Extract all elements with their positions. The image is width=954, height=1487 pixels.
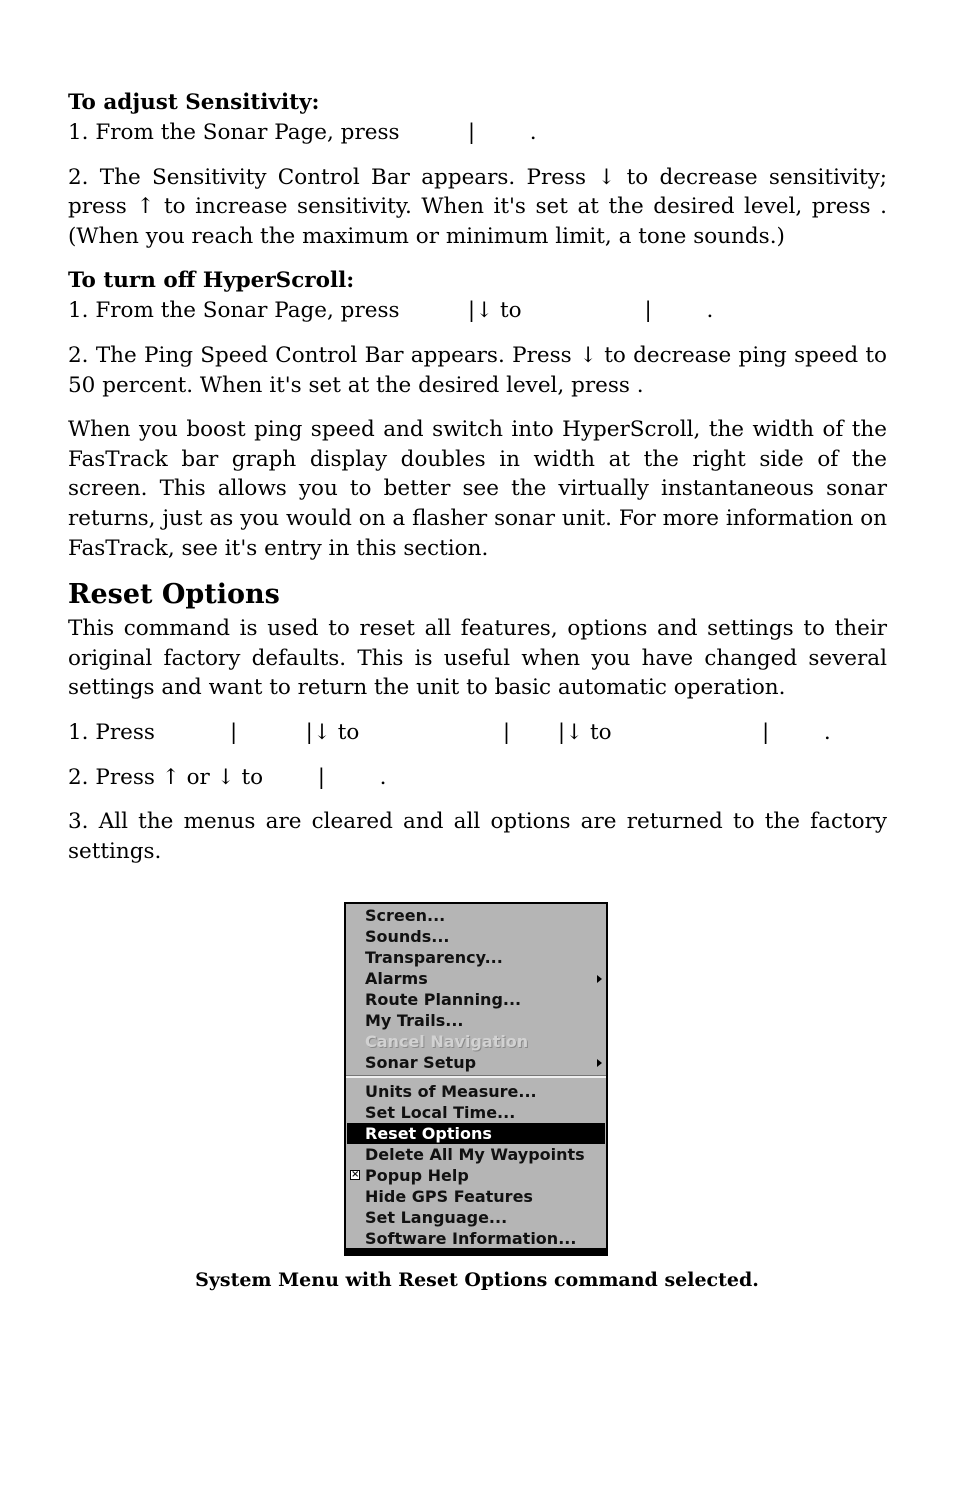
menu-item-label: Reset Options: [365, 1124, 492, 1143]
checkbox-checked-icon[interactable]: ×: [351, 1169, 360, 1180]
reset-step-2: 2. Press ↑ or ↓ to | .: [68, 764, 387, 790]
menu-divider: [346, 1075, 606, 1078]
menu-item-delete-all-my-waypoints[interactable]: [346, 1144, 606, 1165]
hyperscroll-step-2: 2. The Ping Speed Control Bar appears. Press ↓ to decrease ping speed to 50 percent. When it's set at the desired level, press .: [68, 342, 887, 398]
menu-item-transparency[interactable]: [346, 947, 606, 968]
menu-item-cancel-navigation: [346, 1031, 606, 1052]
menu-item-my-trails[interactable]: [346, 1010, 606, 1031]
menu-item-label: Hide GPS Features: [365, 1187, 533, 1206]
menu-item-label: Set Local Time...: [365, 1103, 516, 1122]
menu-section-bottom: [346, 1081, 606, 1249]
reset-step-1: 1. Press | |↓ to | |↓ to | .: [68, 719, 831, 745]
system-menu: [344, 902, 608, 1256]
menu-item-label: Sonar Setup: [365, 1053, 477, 1072]
menu-item-label: Alarms: [365, 969, 428, 988]
hyperscroll-heading: To turn off HyperScroll:: [68, 268, 355, 294]
hyperscroll-step-1: 1. From the Sonar Page, press |↓ to | .: [68, 298, 714, 324]
sensitivity-heading: To adjust Sensitivity:: [68, 90, 320, 115]
menu-section-top: [346, 905, 606, 1073]
submenu-arrow-icon: [597, 975, 602, 983]
menu-item-label: My Trails...: [365, 1011, 464, 1030]
menu-item-label: Software Information...: [365, 1229, 577, 1248]
sensitivity-step-1: 1. From the Sonar Page, press | .: [68, 120, 537, 145]
menu-item-label: Units of Measure...: [365, 1082, 537, 1101]
menu-item-label: Route Planning...: [365, 990, 522, 1009]
menu-item-route-planning[interactable]: [346, 989, 606, 1010]
menu-item-hide-gps-features[interactable]: [346, 1186, 606, 1207]
menu-item-label: Delete All My Waypoints: [365, 1145, 585, 1164]
menu-item-sonar-setup[interactable]: [346, 1052, 606, 1073]
menu-item-label: Screen...: [365, 906, 446, 925]
menu-item-screen[interactable]: [346, 905, 606, 926]
menu-item-sounds[interactable]: [346, 926, 606, 947]
menu-item-set-local-time[interactable]: [346, 1102, 606, 1123]
menu-item-label: Set Language...: [365, 1208, 508, 1227]
figure-caption: System Menu with Reset Options command selected.: [195, 1269, 759, 1291]
menu-item-label: Cancel Navigation: [365, 1032, 529, 1051]
menu-item-popup-help[interactable]: [346, 1165, 606, 1186]
page-content: [68, 88, 887, 866]
reset-step-3: 3. All the menus are cleared and all options are returned to the factory settings.: [68, 809, 887, 864]
menu-item-set-language[interactable]: [346, 1207, 606, 1228]
sensitivity-step-2: 2. The Sensitivity Control Bar appears. Press ↓ to decrease sensitivity; press ↑ to increase sensitivity. When it's set at the desired level, press . (When you reach the maximum or minimum limit, a tone sounds.): [68, 164, 887, 249]
menu-item-label: Popup Help: [365, 1166, 469, 1185]
menu-item-software-information[interactable]: [346, 1228, 606, 1249]
hyperscroll-body: When you boost ping speed and switch into HyperScroll, the width of the FasTrack bar graph display doubles in width at the right side of the screen. This allows you to better see the virtually instantaneous sonar returns, just as you would on a flasher sonar unit. For more information on FasTrack, see it's entry in this section.: [68, 417, 887, 561]
menu-item-reset-options[interactable]: [347, 1123, 605, 1144]
reset-intro: This command is used to reset all features, options and settings to their original factory defaults. This is useful when you have changed several settings and want to return the unit to basic automatic operation.: [68, 616, 887, 701]
reset-options-title: Reset Options: [68, 579, 280, 611]
system-menu-list: [346, 905, 606, 1249]
menu-bottom-bar: [346, 1248, 606, 1254]
menu-item-alarms[interactable]: [346, 968, 606, 989]
menu-item-label: Sounds...: [365, 927, 450, 946]
menu-item-units-of-measure[interactable]: [346, 1081, 606, 1102]
menu-item-label: Transparency...: [365, 948, 503, 967]
submenu-arrow-icon: [597, 1059, 602, 1067]
